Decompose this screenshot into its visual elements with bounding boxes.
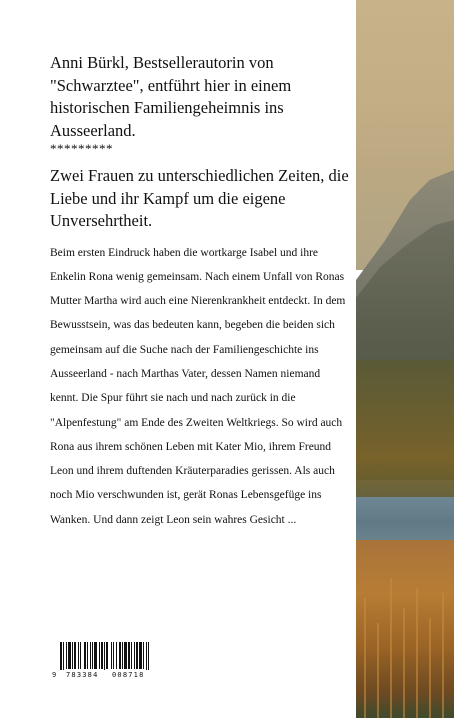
barcode-bar [139,642,142,669]
barcode-bar [80,642,81,669]
barcode-bar [84,642,86,669]
barcode-bar [111,642,112,669]
intro-paragraph: Anni Bürkl, Bestsellerautorin von "Schwarztee", entführt hier in einem historischen Familiengeheimnis ins Ausseerland. [50,53,292,140]
barcode-bar [78,642,79,669]
barcode-bar [143,642,144,669]
blurb-column [50,52,350,532]
barcode-bar [101,642,103,669]
barcode-bar [90,642,91,669]
barcode-bar [136,642,138,669]
barcode-bar [134,642,135,669]
barcode-bar [92,642,93,669]
barcode-bar [113,642,114,669]
barcode-bar [74,642,76,669]
barcode-bar [106,642,108,669]
barcode-bar [116,642,117,669]
synopsis-paragraph: Beim ersten Eindruck haben die wortkarge Isabel und ihre Enkelin Rona wenig gemeinsam. Nach einem Unfall von Ronas Mutter Martha wird auch eine Nierenkrankheit entdeckt. In dem Bewusstsein, was das bedeuten kann, begeben die beiden sich gemeinsam auf die Suche nach der Familiengeschichte ins Ausseerland - nach Marthas Vater, dessen Namen niemand kennt. Die Spur führt sie nach und nach zurück in die "Alpenfestung" am Ende des Zweiten Weltkriegs. So wird auch Rona aus ihrem schönen Leben mit Kater Mio, ihrem Freund Leon und ihrem duftenden Kräuterparadies gerissen. Als auch noch Mio verschwunden ist, gerät Ronas Lebensgefüge ins Wanken. Und dann zeigt Leon sein wahres Gesicht ... [50,246,346,526]
photo-forest [356,360,454,500]
barcode-bar [128,642,130,669]
barcode-bar [124,642,127,669]
tagline-paragraph: Zwei Frauen zu unterschiedlichen Zeiten, die Liebe und ihr Kampf um die eigene Unversehrtheit. [50,166,349,230]
separator-stars: ********* [50,141,113,156]
barcode-bar [60,642,62,672]
barcode-digit-first: 9 [52,671,57,679]
barcode-bar [72,642,73,669]
photo-reeds [356,540,454,718]
barcode-digits-left: 783384 [66,671,99,679]
barcode-bar [99,642,100,669]
barcode-bar [63,642,64,672]
barcode-digits [52,670,162,680]
barcode-bar [104,642,105,672]
barcode-bar [148,642,149,672]
barcode-bar [119,642,121,669]
barcode-bar [131,642,132,669]
barcode-bar [66,642,67,669]
barcode-bar [146,642,147,672]
barcode-bars [52,642,162,672]
barcode-digits-right: 008718 [112,671,145,679]
barcode-bar [87,642,88,669]
barcode-bar [122,642,123,669]
cover-photo-strip [356,0,454,718]
barcode-bar [68,642,71,669]
barcode-bar [94,642,97,669]
